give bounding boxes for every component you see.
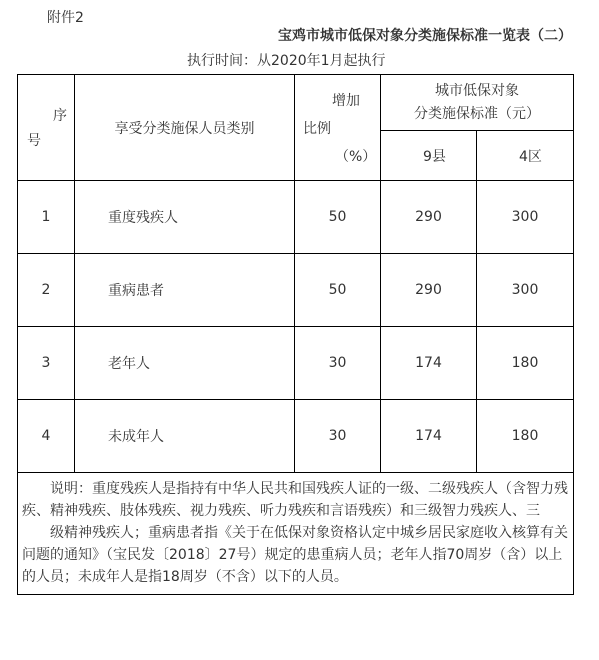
header-row-1 [18,75,574,131]
table-row [18,254,574,327]
header-standard [381,75,574,131]
header-ratio [295,75,381,181]
note-row [18,473,574,595]
row-district-value: 300 [477,181,574,254]
note-cell [18,473,574,595]
row-county-value: 174 [381,327,477,400]
note-paragraph-1: 说明：重度残疾人是指持有中华人民共和国残疾人证的一级、二级残疾人（含智力残疾、精神残疾、肢体残疾、视力残疾、听力残疾和言语残疾）和三级智力残疾人、三 [22,481,568,519]
standards-table [17,74,574,595]
row-ratio: 30 [295,400,381,473]
row-number: 2 [18,254,75,327]
row-county-value: 290 [381,181,477,254]
header-category: 享受分类施保人员类别 [75,75,295,181]
table-row [18,400,574,473]
row-county-value: 174 [381,400,477,473]
header-ratio-line2: 比例 [303,121,331,137]
header-seq-line2: 号 [27,133,41,149]
row-district-value: 180 [477,327,574,400]
row-category: 老年人 [75,327,295,400]
header-seq [18,75,75,181]
row-ratio: 50 [295,181,381,254]
table-row [18,181,574,254]
row-number: 3 [18,327,75,400]
header-standard-line2: 分类施保标准（元） [414,105,540,122]
header-seq-line1: 序 [53,108,67,124]
execution-time: 执行时间：从2020年1月起执行 [187,53,386,69]
document-title: 宝鸡市城市低保对象分类施保标准一览表（二） [278,28,572,44]
row-category: 未成年人 [75,400,295,473]
header-ratio-line3: （%） [335,149,377,165]
table-row [18,327,574,400]
header-district: 4区 [477,131,574,181]
row-district-value: 180 [477,400,574,473]
row-category: 重病患者 [75,254,295,327]
note-paragraph-2: 级精神残疾人；重病患者指《关于在低保对象资格认定中城乡居民家庭收入核算有关问题的通知》（宝民发〔2018〕27号）规定的患重病人员；老年人指70周岁（含）以上的人员；未成年人是指18周岁（不含）以下的人员。 [22,525,568,585]
row-ratio: 50 [295,254,381,327]
row-number: 4 [18,400,75,473]
row-category: 重度残疾人 [75,181,295,254]
row-number: 1 [18,181,75,254]
header-ratio-line1: 增加 [332,93,360,109]
header-county: 9县 [381,131,477,181]
attachment-label: 附件2 [47,10,84,26]
row-district-value: 300 [477,254,574,327]
row-ratio: 30 [295,327,381,400]
row-county-value: 290 [381,254,477,327]
header-standard-line1: 城市低保对象 [435,82,519,99]
